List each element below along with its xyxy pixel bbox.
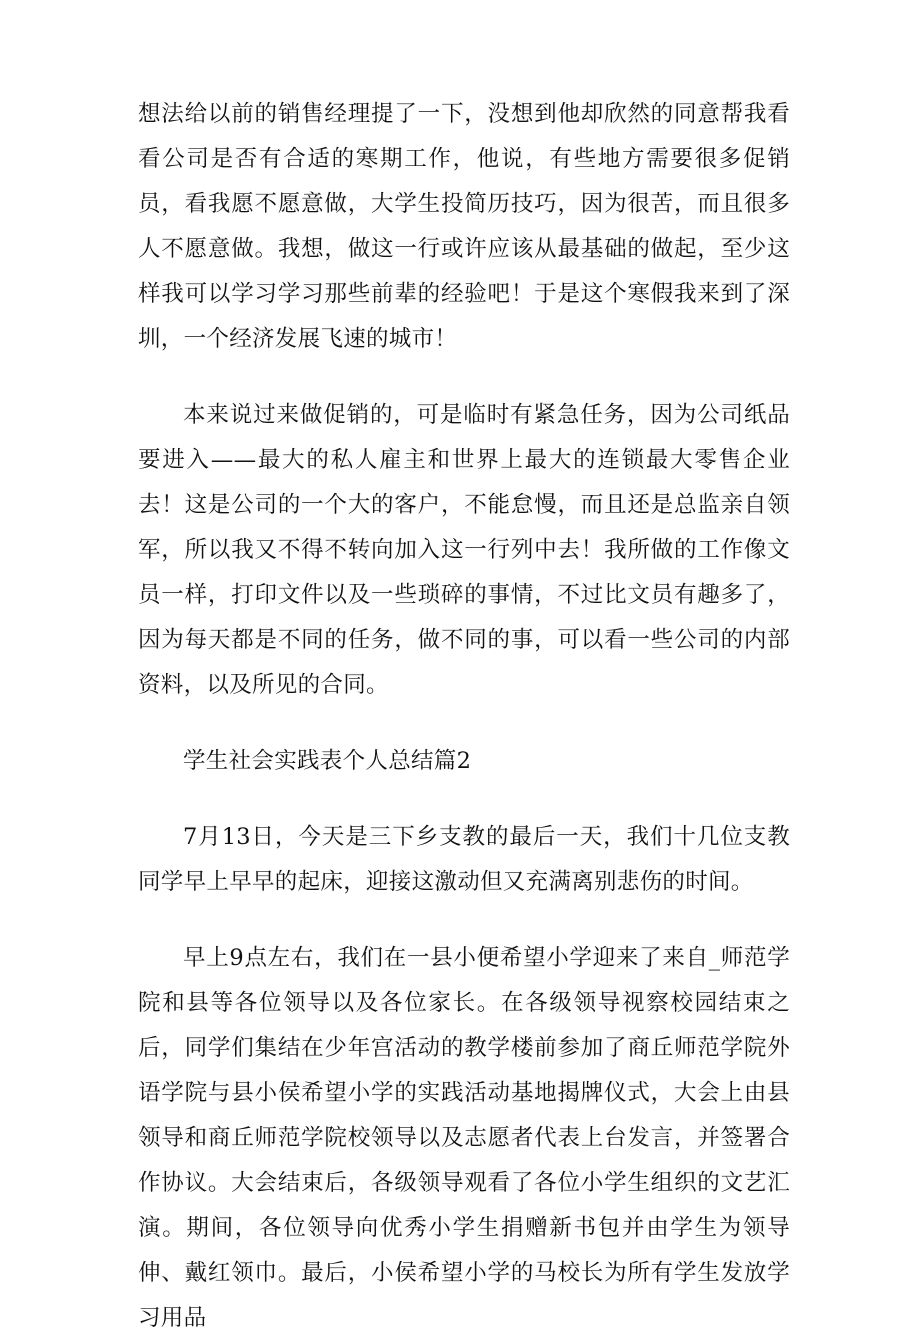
paragraph-promotion-work: 本来说过来做促销的，可是临时有紧急任务，因为公司纸品要进入——最大的私人雇主和世界上最大的连锁最大零售企业去！这是公司的一个大的客户，不能怠慢，而且还是总监亲自领军，所以我又不得不转向加入这一行列中去！我所做的工作像文员一样，打印文件以及一些琐碎的事情，不过比文员有趣多了，因为每天都是不同的任务，做不同的事，可以看一些公司的内部资料，以及所见的合同。 bbox=[138, 402, 790, 698]
document-page bbox=[138, 92, 790, 1341]
paragraph-ceremony: 早上9点左右，我们在一县小便希望小学迎来了来自_师范学院和县等各位领导以及各位家长。在各级领导视察校园结束之后，同学们集结在少年宫活动的教学楼前参加了商丘师范学院外语学院与县小侯希望小学的实践活动基地揭牌仪式，大会上由县领导和商丘师范学院校领导以及志愿者代表上台发言，并签署合作协议。大会结束后，各级领导观看了各位小学生组织的文艺汇演。期间，各位领导向优秀小学生捐赠新书包并由学生为领导伸、戴红领巾。最后，小侯希望小学的马校长为所有学生发放学习用品 bbox=[138, 945, 790, 1331]
section-heading: 学生社会实践表个人总结篇2 bbox=[183, 748, 472, 774]
paragraph-continuation: 想法给以前的销售经理提了一下，没想到他却欣然的同意帮我看看公司是否有合适的寒期工作，他说，有些地方需要很多促销员，看我愿不愿意做，大学生投简历技巧，因为很苦，而且很多人不愿意做。我想，做这一行或许应该从最基础的做起，至少这样我可以学习学习那些前辈的经验吧！于是这个寒假我来到了深圳，一个经济发展飞速的城市！ bbox=[138, 101, 790, 352]
paragraph-last-day: 7月13日，今天是三下乡支教的最后一天，我们十几位支教同学早上早早的起床，迎接这激动但又充满离别悲伤的时间。 bbox=[138, 824, 790, 895]
